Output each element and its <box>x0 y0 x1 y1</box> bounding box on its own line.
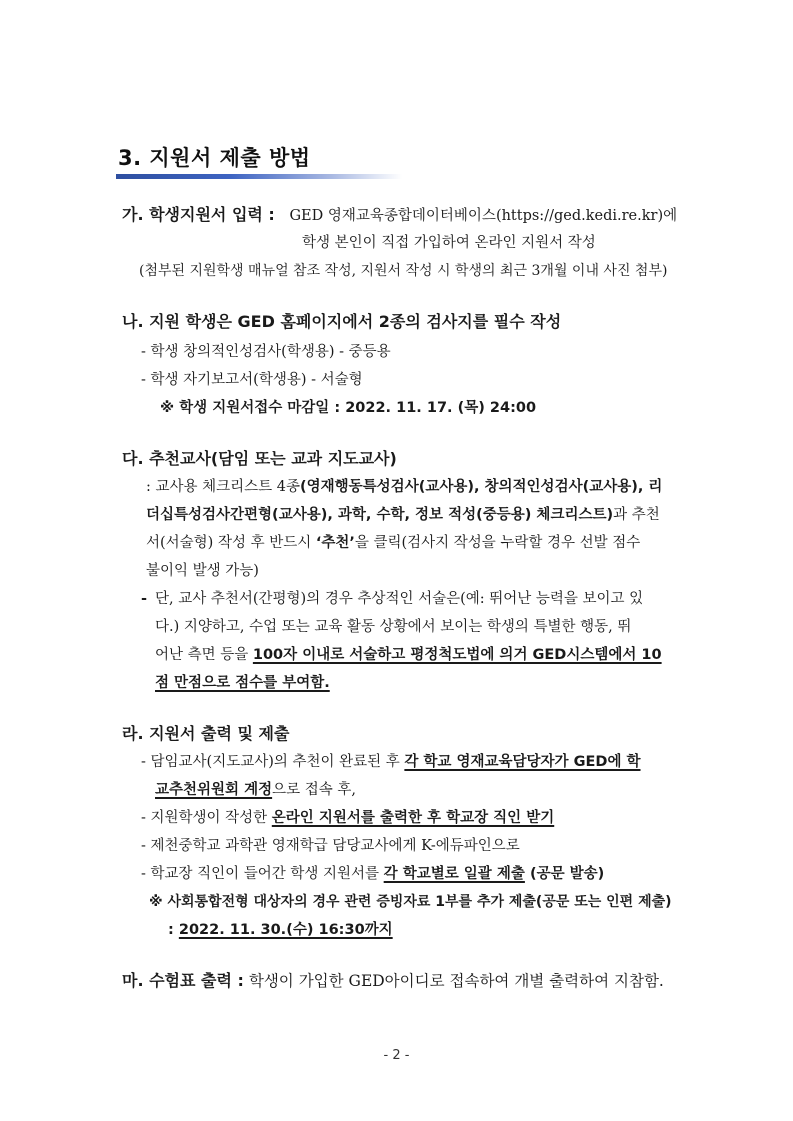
da-p1-line-2 <box>146 505 660 525</box>
da-p1-line-3 <box>146 533 640 553</box>
da-heading: 다. 추천교사(담임 또는 교과 지도교사) <box>122 449 397 468</box>
da-p1-line-4: 불이익 발생 가능) <box>146 563 259 579</box>
na-item-2: - 학생 자기보고서(학생용) - 서술형 <box>141 372 363 388</box>
da-p2-line-4: 점 만점으로 점수를 부여함. <box>155 675 330 691</box>
page-number: - 2 - <box>383 1048 410 1063</box>
da-p2-line-1: 단, 교사 추천서(간평형)의 경우 추상적인 서술은(예: 뛰어난 능력을 보이고 있 <box>155 591 644 607</box>
ra-note-line-1: ※ 사회통합전형 대상자의 경우 관련 증빙자료 1부를 추가 제출(공문 또는 인편 제출) <box>149 894 672 910</box>
ra-item-4-text-b: 각 학교별로 일괄 제출 <box>383 866 525 882</box>
da-p1-line-1 <box>146 477 662 497</box>
section-title-underline <box>116 174 402 179</box>
ra-item-4-text-a: - 학교장 직인이 들어간 학생 지원서를 <box>141 866 384 882</box>
ra-note-line-2 <box>168 920 393 940</box>
section-title: 3. 지원서 제출 방법 <box>118 146 311 170</box>
da-p2-dash: - <box>141 591 148 607</box>
na-heading: 나. 지원 학생은 GED 홈페이지에서 2종의 검사지를 필수 작성 <box>122 312 562 331</box>
na-deadline: ※ 학생 지원서접수 마감일 : 2022. 11. 17. (목) 24:00 <box>160 400 537 416</box>
da-p1-text-3b: ‘추천’ <box>315 535 355 551</box>
ra-item-1-line-2 <box>155 780 356 800</box>
da-p1-text-2b: 과 추천 <box>613 507 660 523</box>
ra-note-deadline: 2022. 11. 30.(수) 16:30까지 <box>178 922 393 938</box>
ra-item-1-text-a: - 담임교사(지도교사)의 추천이 완료된 후 <box>141 754 405 770</box>
ra-item-4-text-c: (공문 발송) <box>524 866 605 882</box>
ga-text-1: GED 영재교육종합데이터베이스(https://ged.kedi.re.kr)에 <box>289 208 678 224</box>
ma-text: 학생이 가입한 GED아이디로 접속하여 개별 출력하여 지참함. <box>243 972 664 990</box>
ra-item-1-text-d: 으로 접속 후, <box>272 782 356 798</box>
ra-item-2-text-a: - 지원학생이 작성한 <box>141 810 272 826</box>
ra-item-4 <box>141 864 604 884</box>
da-p2-line-3 <box>155 645 662 665</box>
da-p2-text-3b: 100자 이내로 서술하고 평정척도법에 의거 GED시스템에서 10 <box>252 647 662 663</box>
ra-item-3: - 제천중학교 과학관 영재학급 담당교사에게 K-에듀파인으로 <box>141 838 520 854</box>
da-p1-text-1b: (영재행동특성검사(교사용), 창의적인성검사(교사용), 리 <box>300 479 663 495</box>
na-item-1: - 학생 창의적인성검사(학생용) - 중등용 <box>141 344 391 360</box>
ma-heading: 마. 수험표 출력 : <box>122 971 244 990</box>
ra-item-1-line-1 <box>141 752 641 772</box>
ra-heading: 라. 지원서 출력 및 제출 <box>122 724 290 743</box>
ga-note: (첨부된 지원학생 매뉴얼 참조 작성, 지원서 작성 시 학생의 최근 3개월 이내 사진 첨부) <box>139 263 668 279</box>
da-p1-text-3a: 서(서술형) 작성 후 반드시 <box>146 535 316 551</box>
ga-text-2: 학생 본인이 직접 가입하여 온라인 지원서 작성 <box>302 235 596 251</box>
ra-item-1-text-c: 교추천위원회 계정 <box>155 782 273 798</box>
ma-line <box>122 971 664 991</box>
ra-note-colon: : <box>168 922 179 938</box>
ga-line-1 <box>122 205 677 226</box>
da-p1-text-3c: 을 클릭(검사지 작성을 누락할 경우 선발 점수 <box>354 535 641 551</box>
ra-item-2 <box>141 808 554 828</box>
da-p2-text-3a: 어난 측면 등을 <box>155 647 253 663</box>
ra-item-1-text-b: 각 학교 영재교육담당자가 GED에 학 <box>404 754 641 770</box>
ga-heading: 가. 학생지원서 입력 : <box>122 205 275 224</box>
ra-item-2-text-b: 온라인 지원서를 출력한 후 학교장 직인 받기 <box>271 810 555 826</box>
da-p1-text-1a: : 교사용 체크리스트 4종 <box>146 479 301 495</box>
da-p1-text-2a: 더십특성검사간편형(교사용), 과학, 수학, 정보 적성(중등용) 체크리스트) <box>146 507 614 523</box>
da-p2-line-2: 다.) 지양하고, 수업 또는 교육 활동 상황에서 보이는 학생의 특별한 행동, 뛰 <box>155 619 632 635</box>
